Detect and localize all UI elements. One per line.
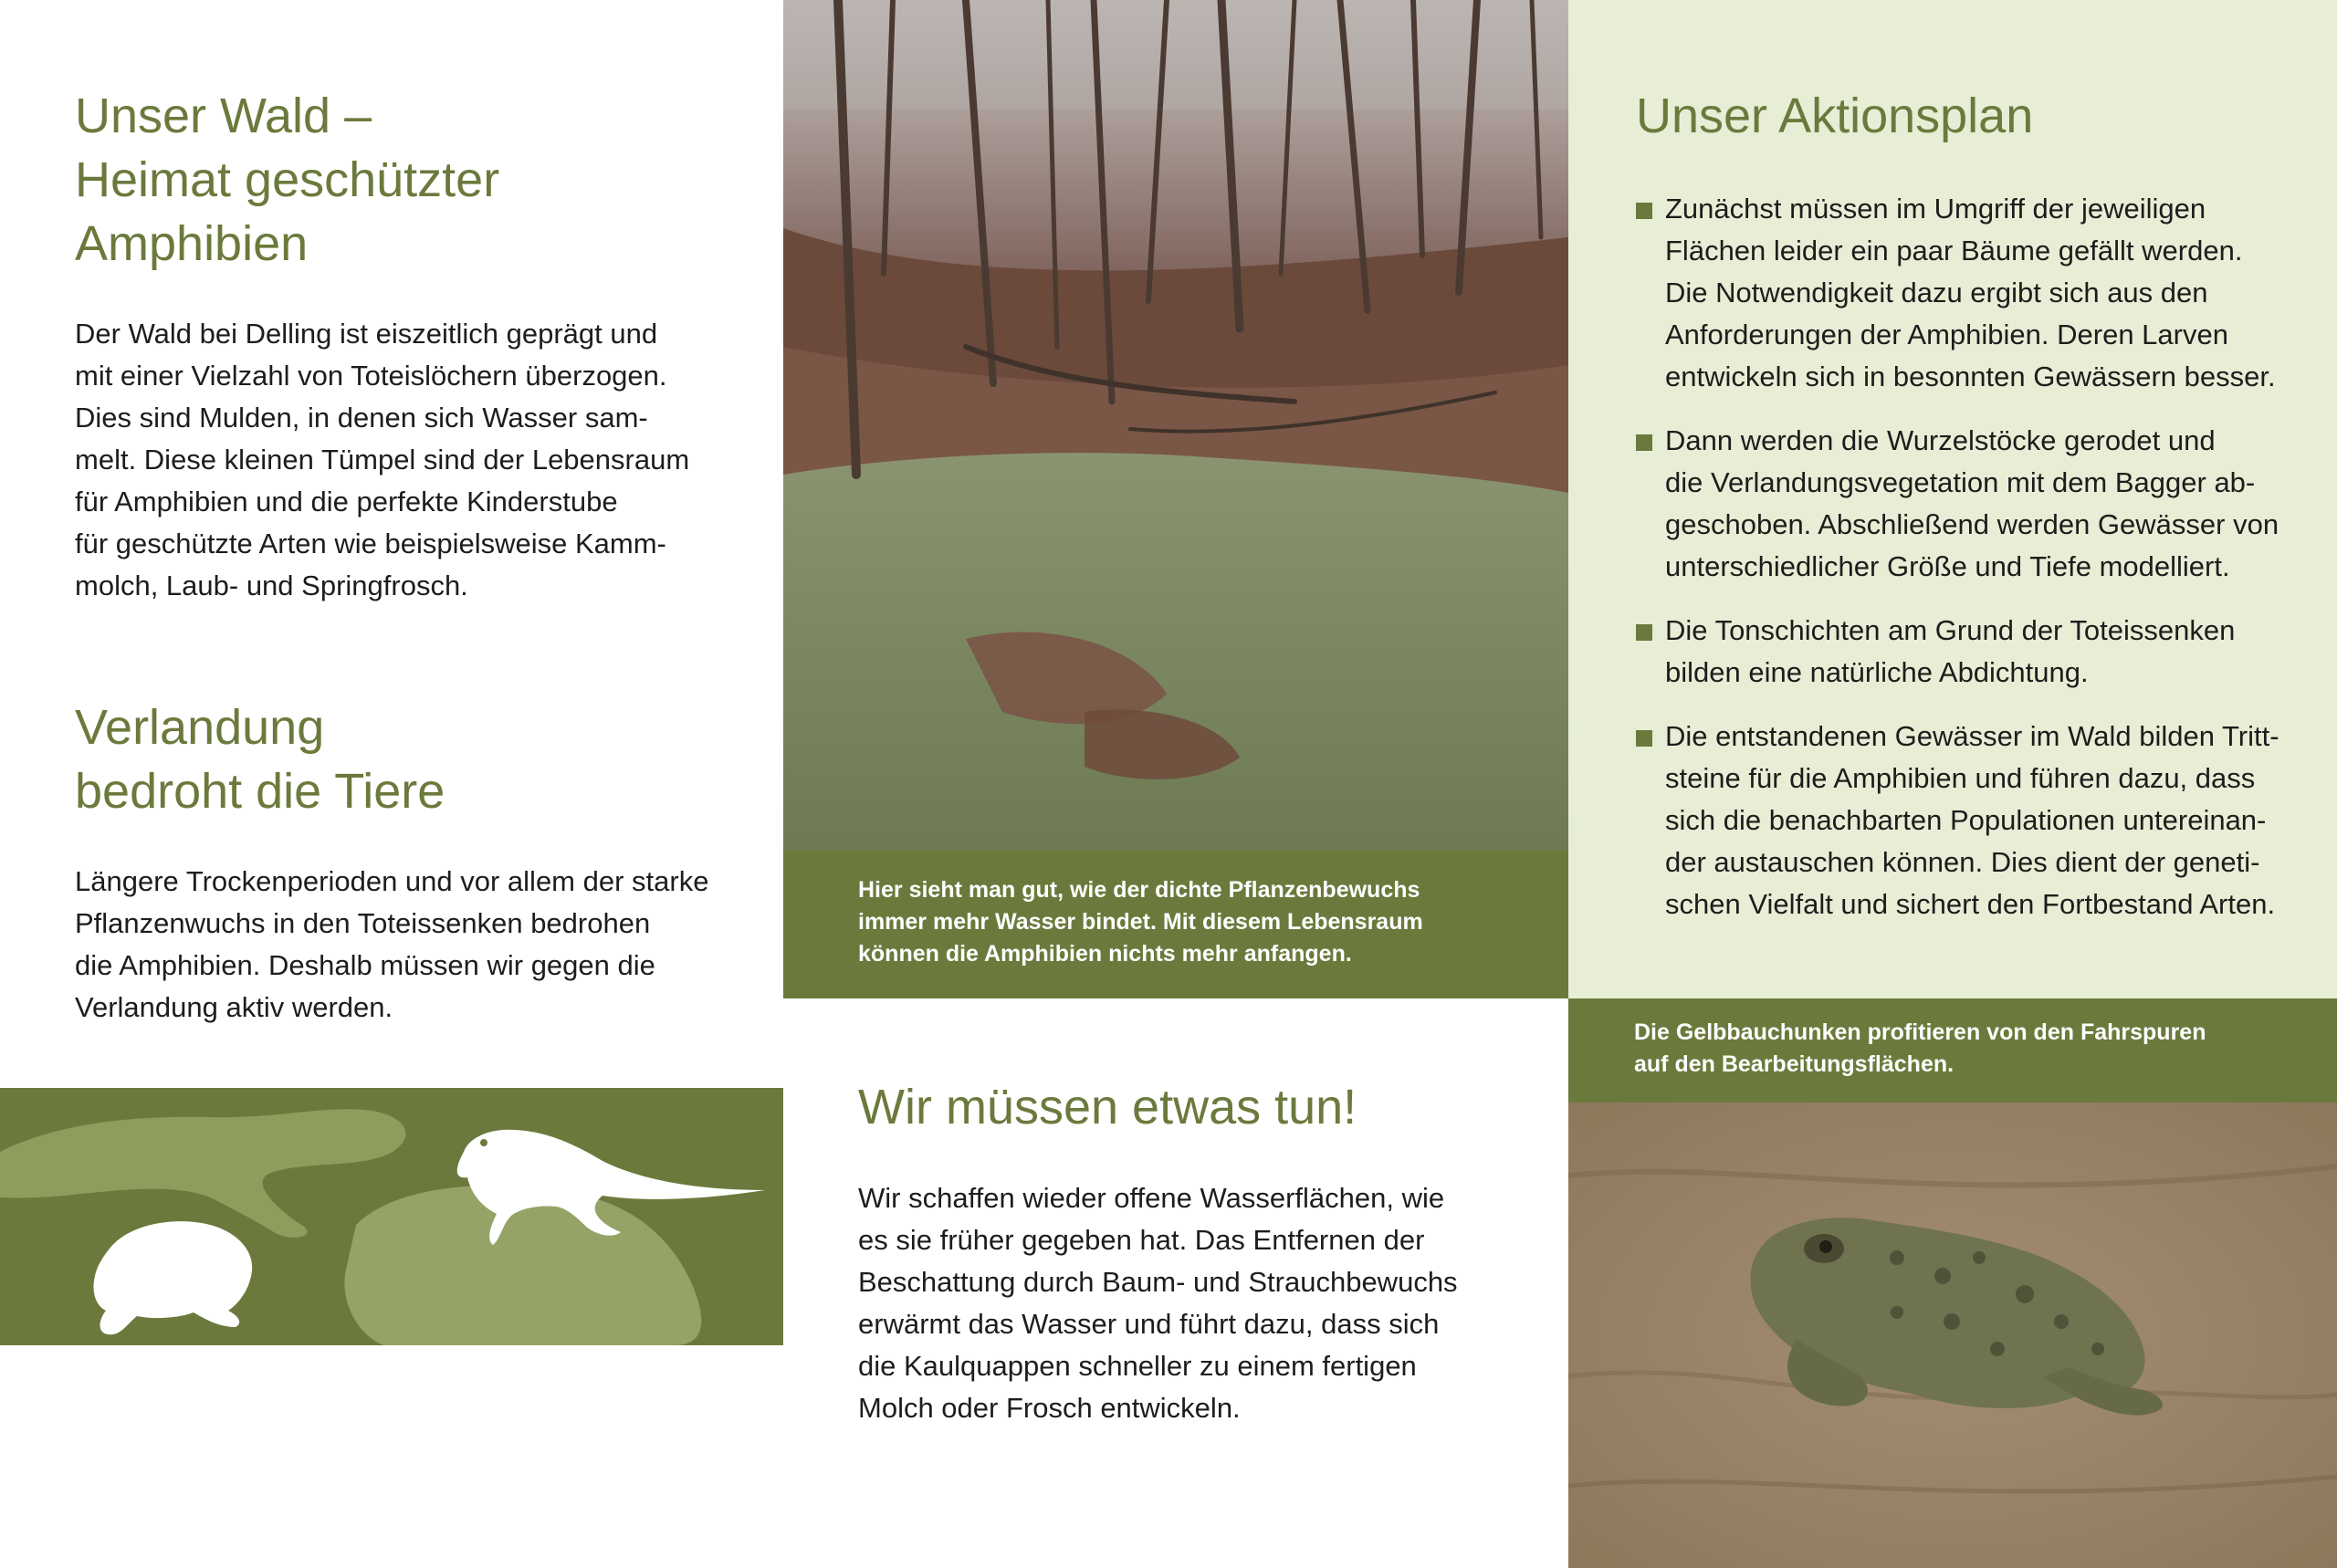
text-line: Molch oder Frosch entwickeln. — [858, 1392, 1241, 1424]
text-line: Beschattung durch Baum- und Strauchbewuchs — [858, 1266, 1458, 1298]
frog-photo — [1568, 1103, 2337, 1568]
text-line: Anforderungen der Amphibien. Deren Larven — [1665, 319, 2228, 350]
text-line: entwickeln sich in besonnten Gewässern besser. — [1665, 361, 2276, 392]
text-line: Flächen leider ein paar Bäume gefällt werden. — [1665, 235, 2243, 267]
text-line: die Kaulquappen schneller zu einem fertigen — [858, 1350, 1417, 1382]
heading-line: Amphibien — [75, 216, 309, 271]
heading-aktionsplan: Unser Aktionsplan — [1636, 89, 2034, 143]
text-line: Verlandung aktiv werden. — [75, 991, 393, 1023]
text-line: melt. Diese kleinen Tümpel sind der Lebensraum — [75, 444, 690, 476]
text-line: Dies sind Mulden, in denen sich Wasser sam- — [75, 402, 648, 434]
text-line: sich die benachbarten Populationen untereinan- — [1665, 804, 2267, 836]
paragraph-trockenperioden — [75, 861, 714, 1029]
text-line: Dann werden die Wurzelstöcke gerodet und — [1665, 424, 2216, 456]
text-line: schen Vielfalt und sichert den Fortbestand Arten. — [1665, 888, 2276, 920]
text-line: die Amphibien. Deshalb müssen wir gegen die — [75, 949, 655, 981]
list-item — [1636, 188, 2293, 398]
list-item — [1636, 610, 2293, 694]
text-line: unterschiedlicher Größe und Tiefe modelliert. — [1665, 550, 2230, 582]
yellow-bellied-toad-image — [1568, 1103, 2337, 1568]
faded-newt-shape — [0, 1109, 405, 1238]
text-line: Die entstandenen Gewässer im Wald bilden Tritt- — [1665, 720, 2279, 752]
caption-line: Die Gelbbauchunken profitieren von den Fahrspuren — [1634, 1019, 2206, 1045]
square-bullet-icon — [1636, 203, 1652, 219]
square-bullet-icon — [1636, 730, 1652, 747]
heading-line: Heimat geschützter — [75, 152, 500, 207]
frog-photo-caption — [1568, 998, 2337, 1103]
forest-sinkhole-image — [783, 0, 1568, 851]
forest-photo-caption — [783, 851, 1568, 998]
text-line: steine für die Amphibien und führen dazu, dass — [1665, 762, 2256, 794]
text-line: Pflanzenwuchs in den Toteissenken bedrohen — [75, 907, 651, 939]
heading-line: bedroht die Tiere — [75, 764, 445, 819]
heading-verlandung — [75, 695, 714, 823]
text-line: Die Tonschichten am Grund der Toteissenken — [1665, 614, 2236, 646]
text-line: mit einer Vielzahl von Toteislöchern überzogen. — [75, 360, 667, 392]
text-line: bilden eine natürliche Abdichtung. — [1665, 656, 2089, 688]
heading-line: Verlandung — [75, 700, 325, 755]
text-line: erwärmt das Wasser und führt dazu, dass sich — [858, 1308, 1440, 1340]
heading-unser-wald — [75, 84, 714, 276]
amphibian-silhouette-band — [0, 1088, 783, 1345]
text-line: Wir schaffen wieder offene Wasserflächen, wie — [858, 1182, 1445, 1214]
caption-line: Hier sieht man gut, wie der dichte Pflanzenbewuchs — [858, 877, 1420, 903]
text-line: Zunächst müssen im Umgriff der jeweiligen — [1665, 193, 2206, 225]
text-line: molch, Laub- und Springfrosch. — [75, 570, 468, 601]
paragraph-wasserflaechen — [858, 1177, 1497, 1429]
text-line: es sie früher gegeben hat. Das Entfernen der — [858, 1224, 1425, 1256]
amphibian-silhouettes-illustration — [0, 1088, 783, 1345]
forest-photo — [783, 0, 1568, 851]
list-item — [1636, 420, 2293, 588]
caption-text — [858, 874, 1497, 970]
action-plan-list — [1636, 188, 2293, 947]
list-item — [1636, 716, 2293, 925]
text-line: für geschützte Arten wie beispielsweise Kamm- — [75, 528, 666, 559]
paragraph-wald-delling — [75, 313, 714, 607]
caption-text — [1634, 1017, 2291, 1081]
text-line: für Amphibien und die perfekte Kinderstube — [75, 486, 618, 517]
text-line: geschoben. Abschließend werden Gewässer von — [1665, 508, 2279, 540]
text-line: die Verlandungsvegetation mit dem Bagger ab- — [1665, 466, 2256, 498]
caption-line: auf den Bearbeitungsflächen. — [1634, 1051, 1954, 1077]
heading-wir-muessen: Wir müssen etwas tun! — [858, 1080, 1357, 1134]
frog-silhouette-icon — [94, 1221, 253, 1334]
text-line: Der Wald bei Delling ist eiszeitlich geprägt und — [75, 318, 658, 350]
square-bullet-icon — [1636, 434, 1652, 451]
text-line: Längere Trockenperioden und vor allem der starke — [75, 865, 709, 897]
heading-line: Unser Wald – — [75, 89, 372, 143]
text-line: Die Notwendigkeit dazu ergibt sich aus den — [1665, 277, 2208, 308]
text-line: der austauschen können. Dies dient der geneti- — [1665, 846, 2260, 878]
caption-line: können die Amphibien nichts mehr anfangen. — [858, 941, 1352, 967]
square-bullet-icon — [1636, 624, 1652, 641]
caption-line: immer mehr Wasser bindet. Mit diesem Lebensraum — [858, 909, 1423, 935]
